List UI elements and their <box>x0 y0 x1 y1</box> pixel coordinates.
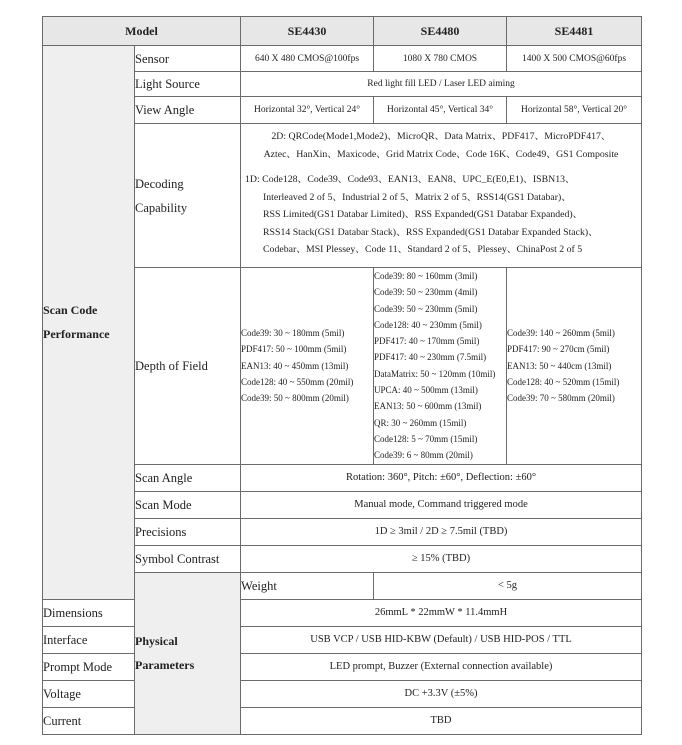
view-angle-se4430: Horizontal 32°, Vertical 24° <box>241 97 374 124</box>
light-source-label: Light Source <box>135 72 241 97</box>
dof-entry: DataMatrix: 50 ~ 120mm (10mil) <box>374 368 496 379</box>
dof-entry: QR: 30 ~ 260mm (15mil) <box>374 417 467 428</box>
scan-angle-label: Scan Angle <box>135 464 241 491</box>
dof-entry: Code39: 50 ~ 230mm (4mil) <box>374 287 478 298</box>
dimensions-value: 26mmL * 22mmW * 11.4mmH <box>241 599 642 626</box>
interface-row <box>43 626 642 653</box>
dof-entry: Code128: 40 ~ 230mm (5mil) <box>374 319 482 330</box>
scan-mode-value: Manual mode, Command triggered mode <box>241 491 642 518</box>
current-value: TBD <box>241 707 642 734</box>
dof-entry: Code39: 80 ~ 160mm (3mil) <box>374 271 478 281</box>
decoding-2d-line: 2D: QRCode(Mode1,Mode2)、MicroQR、Data Matrix、PDF417、MicroPDF417、 <box>271 131 611 142</box>
header-row <box>43 17 642 46</box>
scan-code-performance-section: Scan Code Performance <box>43 46 135 600</box>
dof-entry: EAN13: 50 ~ 440cm (13mil) <box>507 360 612 371</box>
dof-entry: Code39: 50 ~ 230mm (5mil) <box>374 303 478 314</box>
precisions-value: 1D ≥ 3mil / 2D ≥ 7.5mil (TBD) <box>241 518 642 545</box>
symbol-contrast-label: Symbol Contrast <box>135 545 241 572</box>
model-header: Model <box>43 17 241 46</box>
sensor-se4430: 640 X 480 CMOS@100fps <box>241 46 374 72</box>
dimensions-label: Dimensions <box>43 599 135 626</box>
dimensions-row <box>43 599 642 626</box>
sensor-se4481: 1400 X 500 CMOS@60fps <box>507 46 642 72</box>
light-source-value: Red light fill LED / Laser LED aiming <box>241 72 642 97</box>
decoding-label: Decoding Capability <box>135 124 241 268</box>
dof-entry: Code128: 40 ~ 550mm (20mil) <box>241 376 354 387</box>
depth-of-field-se4480 <box>374 268 507 465</box>
weight-value: < 5g <box>374 572 642 599</box>
depth-of-field-label: Depth of Field <box>135 268 241 465</box>
current-row <box>43 707 642 734</box>
dof-entry: EAN13: 50 ~ 600mm (13mil) <box>374 401 482 412</box>
decoding-value <box>241 124 642 268</box>
sensor-row <box>43 46 642 72</box>
dof-entry: Code128: 5 ~ 70mm (15mil) <box>374 433 478 444</box>
interface-value: USB VCP / USB HID-KBW (Default) / USB HID-POS / TTL <box>241 626 642 653</box>
prompt-mode-row <box>43 653 642 680</box>
precisions-label: Precisions <box>135 518 241 545</box>
decoding-1d-line: Interleaved 2 of 5、Industrial 2 of 5、Matrix 2 of 5、RSS14(GS1 Databar)、 <box>263 191 572 203</box>
weight-label: Weight <box>241 572 374 599</box>
dof-entry: EAN13: 40 ~ 450mm (13mil) <box>241 360 349 371</box>
symbol-contrast-value: ≥ 15% (TBD) <box>241 545 642 572</box>
dof-entry: PDF417: 90 ~ 270cm (5mil) <box>507 344 610 355</box>
scan-mode-label: Scan Mode <box>135 491 241 518</box>
decoding-1d-line: RSS14 Stack(GS1 Databar Stack)、RSS Expanded(GS1 Databar Expanded Stack)、 <box>263 226 598 238</box>
dof-entry: Code128: 40 ~ 520mm (15mil) <box>507 376 620 387</box>
dof-entry: Code39: 50 ~ 800mm (20mil) <box>241 393 349 404</box>
prompt-mode-value: LED prompt, Buzzer (External connection available) <box>241 653 642 680</box>
dof-entry: PDF417: 40 ~ 230mm (7.5mil) <box>374 352 487 363</box>
spec-table <box>42 16 642 735</box>
scan-angle-value: Rotation: 360°, Pitch: ±60°, Deflection: ±60° <box>241 464 642 491</box>
dof-entry: PDF417: 40 ~ 170mm (5mil) <box>374 336 480 347</box>
sensor-label: Sensor <box>135 46 241 72</box>
model-se4430-header: SE4430 <box>241 17 374 46</box>
model-se4480-header: SE4480 <box>374 17 507 46</box>
dof-entry: PDF417: 50 ~ 100mm (5mil) <box>241 344 347 355</box>
view-angle-se4480: Horizontal 45°, Vertical 34° <box>374 97 507 124</box>
decoding-1d-line: 1D: Code128、Code39、Code93、EAN13、EAN8、UPC_E(E0,E1)、ISBN13、 <box>245 174 575 185</box>
prompt-mode-label: Prompt Mode <box>43 653 135 680</box>
view-angle-se4481: Horizontal 58°, Vertical 20° <box>507 97 642 124</box>
depth-of-field-se4430 <box>241 268 374 465</box>
sensor-se4480: 1080 X 780 CMOS <box>374 46 507 72</box>
decoding-2d-line: Aztec、HanXin、Maxicode、Grid Matrix Code、Code 16K、Code49、GS1 Composite <box>263 148 619 160</box>
dof-entry: UPCA: 40 ~ 500mm (13mil) <box>374 385 478 396</box>
current-label: Current <box>43 707 135 734</box>
decoding-2d-block <box>241 124 641 163</box>
interface-label: Interface <box>43 626 135 653</box>
voltage-row <box>43 680 642 707</box>
model-se4481-header: SE4481 <box>507 17 642 46</box>
dof-entry: Code39: 140 ~ 260mm (5mil) <box>507 328 615 339</box>
physical-parameters-section: Physical Parameters <box>135 572 241 734</box>
dof-entry: Code39: 70 ~ 580mm (20mil) <box>507 393 615 404</box>
decoding-1d-line: Codebar、MSI Plessey、Code 11、Standard 2 of 5、Plessey、ChinaPost 2 of 5 <box>263 244 583 255</box>
voltage-label: Voltage <box>43 680 135 707</box>
decoding-1d-block <box>241 163 641 263</box>
decoding-1d-line: RSS Limited(GS1 Databar Limited)、RSS Expanded(GS1 Databar Expanded)、 <box>263 209 583 220</box>
dof-entry: Code39: 6 ~ 80mm (20mil) <box>374 450 473 461</box>
view-angle-label: View Angle <box>135 97 241 124</box>
voltage-value: DC +3.3V (±5%) <box>241 680 642 707</box>
dof-entry: Code39: 30 ~ 180mm (5mil) <box>241 328 345 339</box>
depth-of-field-se4481 <box>507 268 642 465</box>
